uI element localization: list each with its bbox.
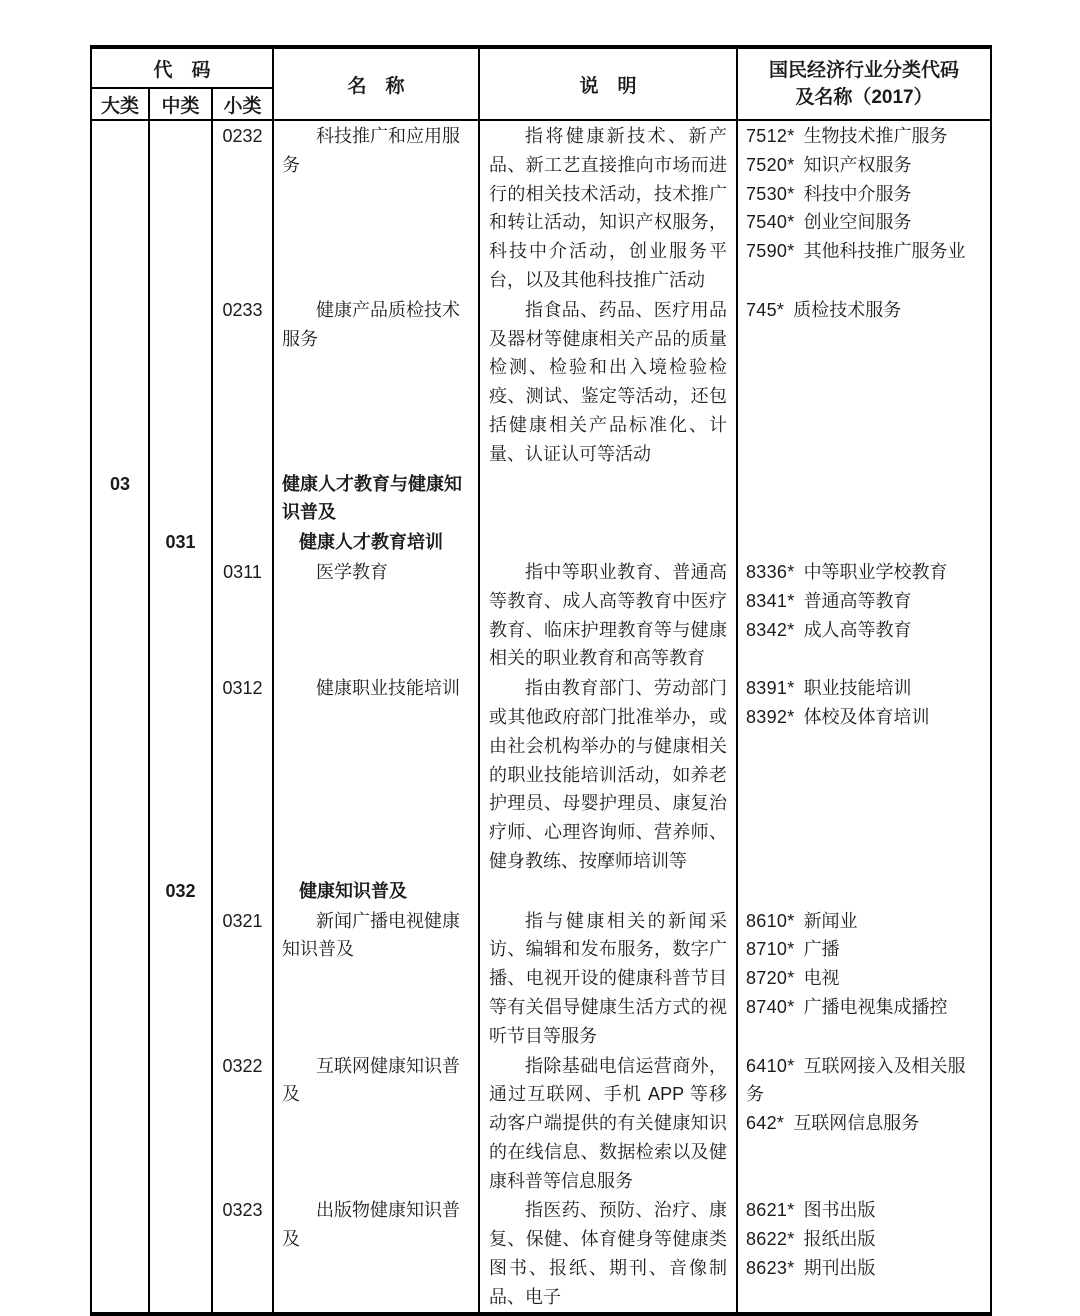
industry-ref-item: [746, 964, 982, 993]
cell-major-code: [92, 527, 150, 557]
cell-minor-code: 0321: [213, 906, 274, 1051]
industry-ref-label: 体校及体育培训: [803, 706, 930, 727]
table-row: [92, 295, 990, 469]
cell-major-code: [92, 876, 150, 906]
industry-ref-item: [746, 703, 982, 732]
header-minor-class: 小类: [213, 89, 274, 119]
cell-major-code: [92, 906, 150, 1051]
industry-ref-label: 广播电视集成播控: [803, 996, 948, 1017]
cell-middle-code: 032: [150, 876, 213, 906]
industry-ref-item: [746, 993, 982, 1022]
table-body: [92, 121, 990, 1312]
cell-refs: [738, 1195, 990, 1311]
industry-ref-label: 职业技能培训: [803, 678, 912, 699]
cell-middle-code: [150, 469, 213, 528]
table-row: [92, 557, 990, 673]
industry-ref-code: 8622*: [746, 1229, 795, 1250]
cell-description: [480, 469, 738, 528]
cell-name: [274, 673, 480, 876]
cell-description: [480, 876, 738, 906]
row-description: 指将健康新技术、新产品、新工艺直接推向市场而进行的相关技术活动，技术推广和转让活动，知识产权服务，科技中介活动，创业服务平台，以及其他科技推广活动: [489, 126, 727, 290]
cell-major-code: [92, 121, 150, 295]
row-name: 健康职业技能培训: [316, 678, 460, 699]
industry-ref-code: 8710*: [746, 939, 795, 960]
row-name: 科技推广和应用服务: [282, 126, 460, 175]
cell-minor-code: 0311: [213, 557, 274, 673]
cell-description: [480, 906, 738, 1051]
cell-description: [480, 1051, 738, 1196]
industry-ref-code: 8342*: [746, 619, 795, 640]
table-row: [92, 121, 990, 295]
row-description: 指与健康相关的新闻采访、编辑和发布服务，数字广播、电视开设的健康科普节目等有关倡导健康生活方式的视听节目等服务: [489, 910, 727, 1046]
industry-ref-code: 642*: [746, 1113, 785, 1134]
cell-major-code: [92, 1051, 150, 1196]
header-major-class: 大类: [92, 89, 150, 119]
cell-name: [274, 1195, 480, 1311]
industry-ref-code: 8610*: [746, 910, 795, 931]
cell-refs: [738, 469, 990, 528]
industry-ref-label: 知识产权服务: [803, 154, 912, 175]
industry-ref-label: 互联网信息服务: [793, 1113, 920, 1134]
cell-refs: [738, 673, 990, 876]
industry-ref-item: [746, 587, 982, 616]
industry-ref-label: 互联网接入及相关服务: [746, 1055, 966, 1105]
cell-middle-code: 031: [150, 527, 213, 557]
cell-middle-code: [150, 557, 213, 673]
cell-description: [480, 1195, 738, 1311]
industry-ref-item: [746, 616, 982, 645]
industry-ref-label: 科技中介服务: [803, 183, 912, 204]
industry-ref-item: [746, 1254, 982, 1283]
cell-description: [480, 121, 738, 295]
table-header: [92, 49, 990, 121]
header-industry-code-line2: 及名称（2017）: [795, 87, 933, 108]
industry-ref-code: 8720*: [746, 968, 795, 989]
industry-ref-label: 创业空间服务: [803, 212, 912, 233]
industry-ref-item: [746, 296, 982, 325]
industry-ref-item: [746, 1052, 982, 1110]
cell-major-code: [92, 1195, 150, 1311]
industry-ref-label: 广播: [803, 939, 840, 960]
industry-ref-code: 7540*: [746, 212, 795, 233]
industry-ref-label: 普通高等教育: [803, 590, 912, 611]
industry-ref-code: 6410*: [746, 1055, 795, 1076]
cell-major-code: [92, 295, 150, 469]
industry-ref-item: [746, 674, 982, 703]
header-middle-class: 中类: [150, 89, 213, 119]
cell-minor-code: 0312: [213, 673, 274, 876]
industry-ref-code: 8392*: [746, 706, 795, 727]
table-row: [92, 673, 990, 876]
row-name: 健康知识普及: [299, 880, 407, 901]
industry-ref-item: [746, 1109, 982, 1138]
row-name: 互联网健康知识普及: [282, 1055, 460, 1105]
row-description: 指食品、药品、医疗用品及器材等健康相关产品的质量检测、检验和出入境检验检疫、测试、鉴定等活动，还包括健康相关产品标准化、计量、认证认可等活动: [489, 299, 727, 464]
industry-ref-code: 745*: [746, 299, 785, 320]
industry-ref-item: [746, 935, 982, 964]
cell-refs: [738, 527, 990, 557]
cell-middle-code: [150, 1195, 213, 1311]
cell-minor-code: [213, 876, 274, 906]
industry-ref-code: 8623*: [746, 1258, 795, 1279]
table-row: [92, 527, 990, 557]
industry-ref-item: [746, 1196, 982, 1225]
cell-description: [480, 673, 738, 876]
industry-ref-label: 图书出版: [803, 1200, 876, 1221]
row-description: 指中等职业教育、普通高等教育、成人高等教育中医疗教育、临床护理教育等与健康相关的职业教育和高等教育: [489, 561, 727, 669]
cell-minor-code: 0323: [213, 1195, 274, 1311]
industry-ref-item: [746, 208, 982, 237]
industry-ref-item: [746, 1225, 982, 1254]
industry-ref-code: 8336*: [746, 561, 795, 582]
row-name: 新闻广播电视健康知识普及: [282, 910, 460, 960]
classification-table: [90, 45, 992, 1316]
cell-refs: [738, 121, 990, 295]
header-name-column: 名 称: [274, 49, 480, 119]
cell-refs: [738, 876, 990, 906]
row-description: 指除基础电信运营商外，通过互联网、手机 APP 等移动客户端提供的有关健康知识的在线信息、数据检索以及健康科普等信息服务: [489, 1055, 727, 1191]
industry-ref-label: 报纸出版: [803, 1229, 876, 1250]
cell-refs: [738, 906, 990, 1051]
cell-minor-code: 0232: [213, 121, 274, 295]
cell-description: [480, 557, 738, 673]
header-description-column: 说 明: [480, 49, 738, 119]
industry-ref-code: 8391*: [746, 678, 795, 699]
row-name: 健康产品质检技术服务: [282, 299, 460, 349]
cell-major-code: 03: [92, 469, 150, 528]
industry-ref-label: 电视: [803, 968, 840, 989]
table-row: [92, 1195, 990, 1311]
cell-refs: [738, 295, 990, 469]
cell-refs: [738, 557, 990, 673]
table-row: [92, 906, 990, 1051]
industry-ref-label: 期刊出版: [803, 1258, 876, 1279]
industry-ref-label: 其他科技推广服务业: [803, 241, 966, 262]
table-row: [92, 1051, 990, 1196]
cell-middle-code: [150, 295, 213, 469]
cell-refs: [738, 1051, 990, 1196]
header-code-group: 代 码: [92, 49, 274, 89]
cell-middle-code: [150, 1051, 213, 1196]
cell-major-code: [92, 673, 150, 876]
cell-middle-code: [150, 906, 213, 1051]
table-row: [92, 469, 990, 528]
industry-ref-item: [746, 907, 982, 936]
industry-ref-item: [746, 237, 982, 266]
industry-ref-label: 生物技术推广服务: [803, 126, 948, 146]
row-name: 医学教育: [316, 561, 388, 582]
cell-name: [274, 527, 480, 557]
row-name: 出版物健康知识普及: [282, 1200, 460, 1250]
cell-middle-code: [150, 121, 213, 295]
industry-ref-code: 8341*: [746, 590, 795, 611]
cell-name: [274, 557, 480, 673]
row-name: 健康人才教育培训: [299, 532, 443, 553]
industry-ref-code: 7520*: [746, 154, 795, 175]
industry-ref-item: [746, 151, 982, 180]
row-description: 指由教育部门、劳动部门或其他政府部门批准举办，或由社会机构举办的与健康相关的职业技能培训活动，如养老护理员、母婴护理员、康复治疗师、心理咨询师、营养师、健身教练、按摩师培训等: [489, 678, 727, 871]
industry-ref-code: 7512*: [746, 126, 795, 146]
cell-name: [274, 121, 480, 295]
industry-ref-label: 中等职业学校教育: [803, 561, 948, 582]
cell-middle-code: [150, 673, 213, 876]
industry-ref-label: 质检技术服务: [793, 299, 902, 320]
row-name: 健康人才教育与健康知识普及: [282, 473, 462, 523]
industry-ref-code: 8740*: [746, 996, 795, 1017]
industry-ref-label: 成人高等教育: [803, 619, 912, 640]
industry-ref-item: [746, 558, 982, 587]
cell-minor-code: [213, 527, 274, 557]
industry-ref-item: [746, 122, 982, 151]
cell-major-code: [92, 557, 150, 673]
cell-description: [480, 295, 738, 469]
table-row: [92, 876, 990, 906]
cell-minor-code: 0322: [213, 1051, 274, 1196]
cell-description: [480, 527, 738, 557]
industry-ref-code: 7530*: [746, 183, 795, 204]
cell-name: [274, 1051, 480, 1196]
cell-name: [274, 295, 480, 469]
industry-ref-code: 7590*: [746, 241, 795, 262]
industry-ref-label: 新闻业: [803, 910, 858, 931]
cell-name: [274, 876, 480, 906]
row-description: 指医药、预防、治疗、康复、保健、体育健身等健康类图书、报纸、期刊、音像制品、电子: [489, 1200, 727, 1307]
header-industry-code-line1: 国民经济行业分类代码: [768, 60, 959, 81]
cell-name: [274, 469, 480, 528]
cell-name: [274, 906, 480, 1051]
cell-minor-code: [213, 469, 274, 528]
industry-ref-item: [746, 180, 982, 209]
industry-ref-code: 8621*: [746, 1200, 795, 1221]
header-industry-code-column: [738, 49, 990, 119]
cell-minor-code: 0233: [213, 295, 274, 469]
